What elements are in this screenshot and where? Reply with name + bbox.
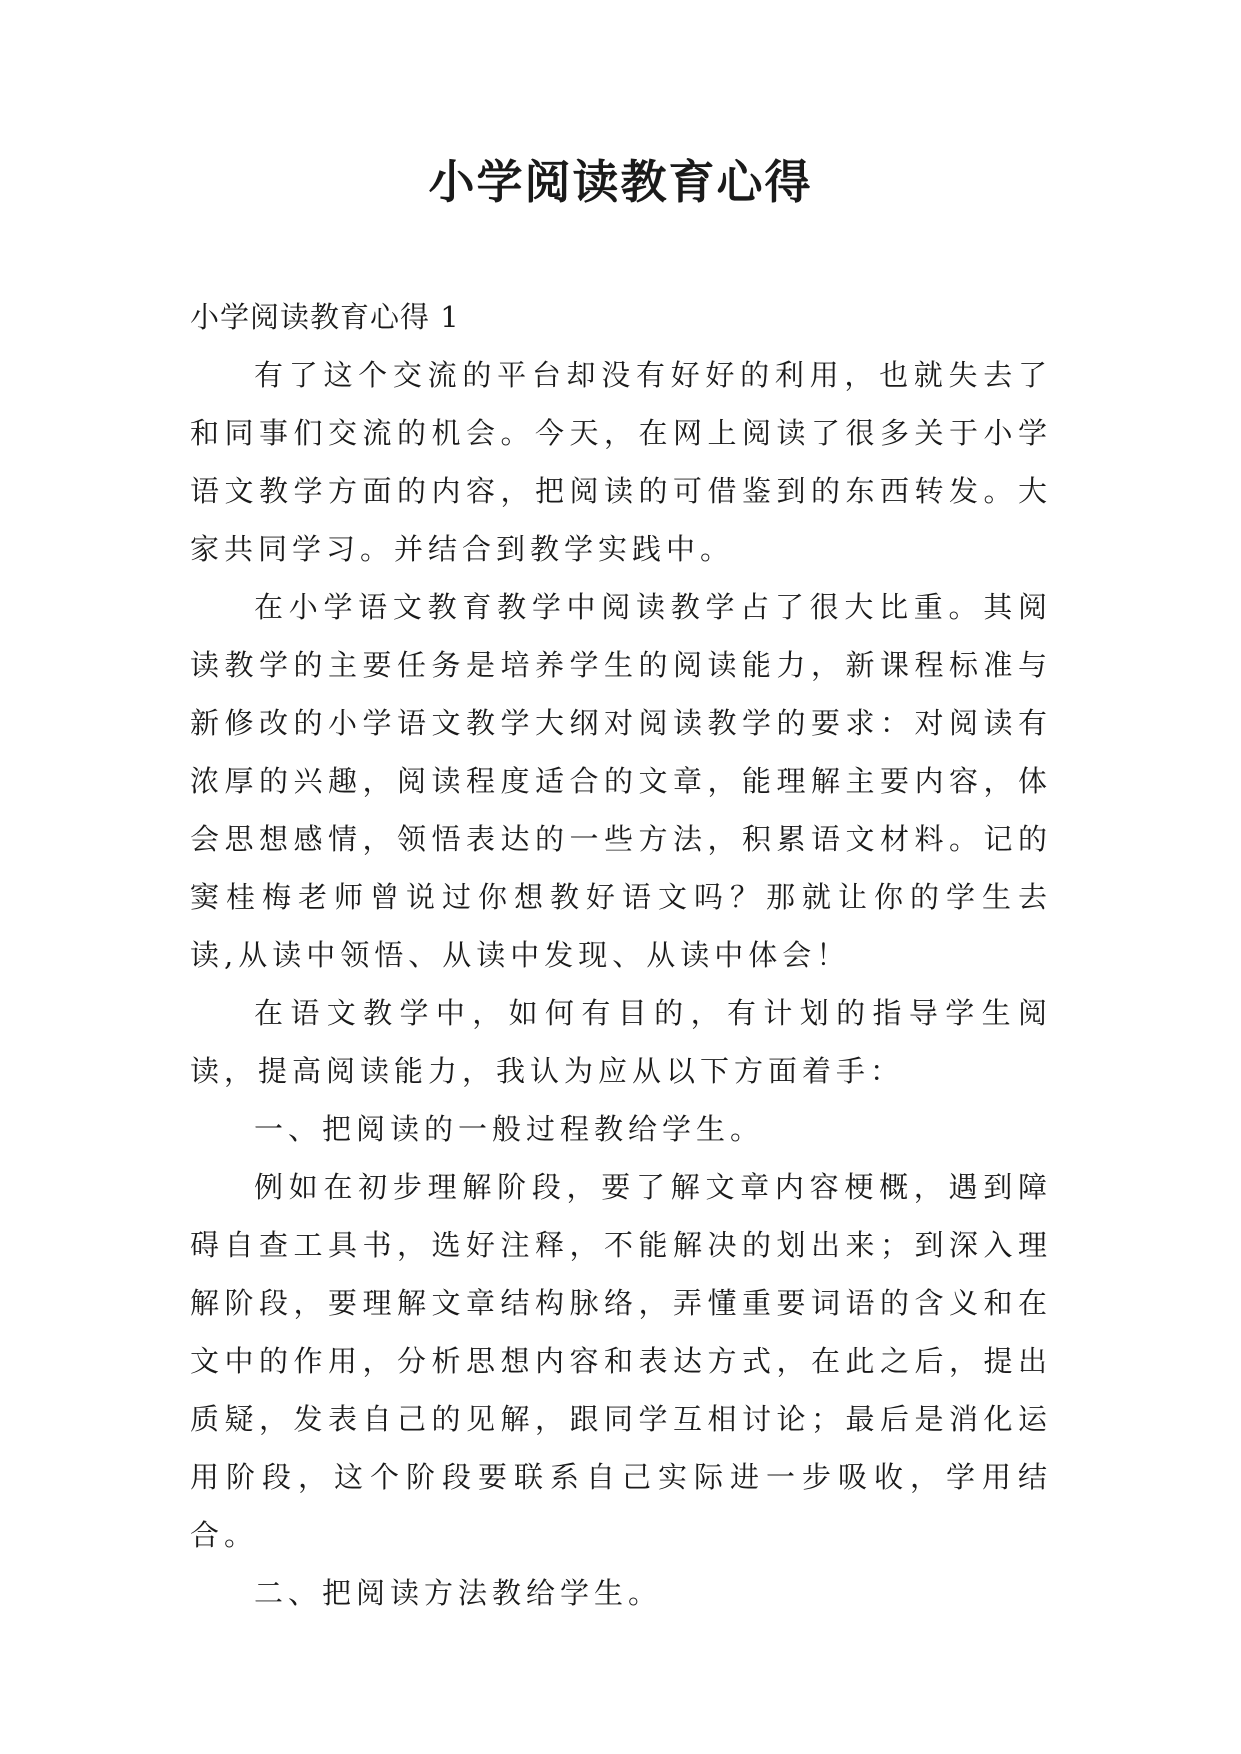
paragraph-how-to-guide: 在语文教学中，如何有目的，有计划的指导学生阅读，提高阅读能力，我认为应从以下方面着手：	[190, 996, 1052, 1088]
section-heading: 小学阅读教育心得 1	[190, 300, 460, 334]
paragraph-reading-importance: 在小学语文教育教学中阅读教学占了很大比重。其阅读教学的主要任务是培养学生的阅读能力，新课程标准与新修改的小学语文教学大纲对阅读教学的要求：对阅读有浓厚的兴趣，阅读程度适合的文章，能理解主要内容，体会思想感情，领悟表达的一些方法，积累语文材料。记的窦桂梅老师曾说过你想教好语文吗？那就让你的学生去读,从读中领悟、从读中发现、从读中体会！	[190, 590, 1052, 972]
document-body	[190, 288, 1052, 1622]
document-title: 小学阅读教育心得	[428, 155, 813, 209]
paragraph-intro: 有了这个交流的平台却没有好好的利用，也就失去了和同事们交流的机会。今天，在网上阅读了很多关于小学语文教学方面的内容，把阅读的可借鉴到的东西转发。大家共同学习。并结合到教学实践中。	[190, 358, 1052, 566]
paragraph-reading-stages: 例如在初步理解阶段，要了解文章内容梗概，遇到障碍自查工具书，选好注释，不能解决的划出来；到深入理解阶段，要理解文章结构脉络，弄懂重要词语的含义和在文中的作用，分析思想内容和表达方式，在此之后，提出质疑，发表自己的见解，跟同学互相讨论；最后是消化运用阶段，这个阶段要联系自己实际进一步吸收，学用结合。	[190, 1170, 1052, 1552]
paragraph-point-one: 一、把阅读的一般过程教给学生。	[254, 1112, 765, 1146]
paragraph-point-two: 二、把阅读方法教给学生。	[254, 1576, 663, 1610]
